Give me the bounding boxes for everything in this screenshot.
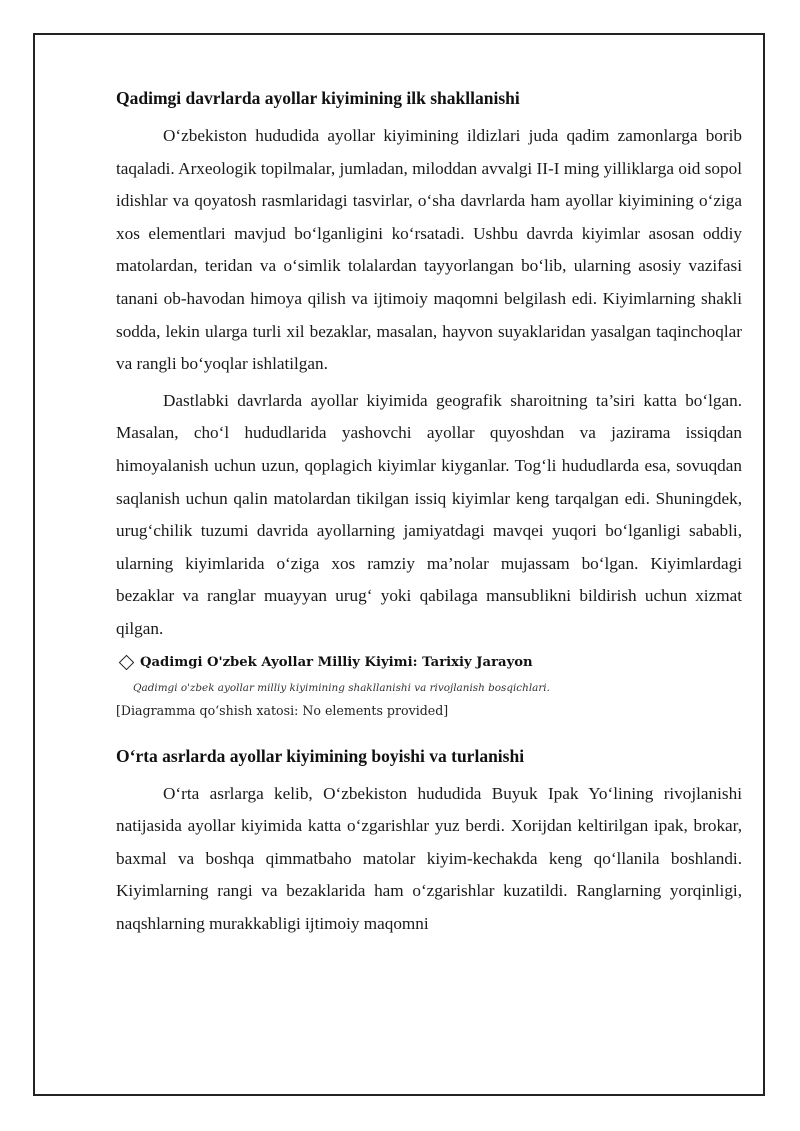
paragraph-1: O‘zbekiston hududida ayollar kiyimining ildizlari juda qadim zamonlarga borib taqaladi. Arxeologik topilmalar, jumladan, miloddan avvalgi II-I ming yilliklarga oid sopol idishlar va qoyatosh rasmlaridagi tasvirlar, o‘sha davrlarda ham ayollar kiyimining o‘ziga xos elementlari mavjud bo‘lganligini ko‘rsatadi. Ushbu davrda kiyimlar asosan oddiy matolardan, teridan va o‘simlik tolalardan tayyorlangan bo‘lib, ularning asosiy vazifasi tanani ob-havodan himoya qilish va ijtimoiy maqomni belgilash edi. Kiyimlarning shakli sodda, lekin ularga turli xil bezaklar, masalan, hayvon suyaklaridan yasalgan taqinchoqlar va rangli bo‘yoqlar ishlatilgan. — [116, 126, 742, 374]
diagram-title-row — [116, 652, 742, 674]
section-heading-medieval: O‘rta asrlarda ayollar kiyimining boyishi va turlanishi — [116, 745, 525, 766]
diagram-block — [116, 652, 742, 720]
diamond-icon — [119, 655, 135, 671]
section-heading-ancient: Qadimgi davrlarda ayollar kiyimining ilk shakllanishi — [116, 88, 520, 108]
diagram-error-message: [Diagramma qo‘shish xatosi: No elements provided] — [116, 702, 449, 718]
paragraph-2: Dastlabki davrlarda ayollar kiyimida geografik sharoitning ta’siri katta bo‘lgan. Masalan, cho‘l hududlarida yashovchi ayollar quyoshdan va jazirama issiqdan himoyalanish uchun uzun, qoplagich kiyimlar kiyganlar. Tog‘li hududlarda esa, sovuqdan saqlanish uchun qalin matolardan tikilgan issiq kiyimlar keng tarqalgan edi. Shuningdek, urug‘chilik tuzumi davrida ayollarning jamiyatdagi mavqei yuqori bo‘lganligi sababli, ularning kiyimlarida o‘ziga xos ramziy ma’nolar mujassam bo‘lgan. Kiyimlardagi bezaklar va ranglar muayyan urug‘ yoki qabilaga mansublikni bildirish uchun xizmat qilgan. — [116, 390, 742, 638]
diagram-title: Qadimgi O'zbek Ayollar Milliy Kiyimi: Tarixiy Jarayon — [140, 655, 533, 670]
diagram-subtitle: Qadimgi o'zbek ayollar milliy kiyimining shakllanishi va rivojlanish bosqichlari. — [133, 681, 550, 694]
paragraph-3: O‘rta asrlarga kelib, O‘zbekiston hududida Buyuk Ipak Yo‘lining rivojlanishi natijasida ayollar kiyimida katta o‘zgarishlar yuz berdi. Xorijdan keltirilgan ipak, brokar, baxmal va boshqa qimmatbaho matolar kiyim-kechakda keng qo‘llanila boshlandi. Kiyimlarning rangi va bezaklarida ham o‘zgarishlar kuzatildi. Ranglarning yorqinligi, naqshlarning murakkabligi ijtimoiy maqomni — [116, 783, 742, 933]
document-body — [116, 86, 742, 944]
